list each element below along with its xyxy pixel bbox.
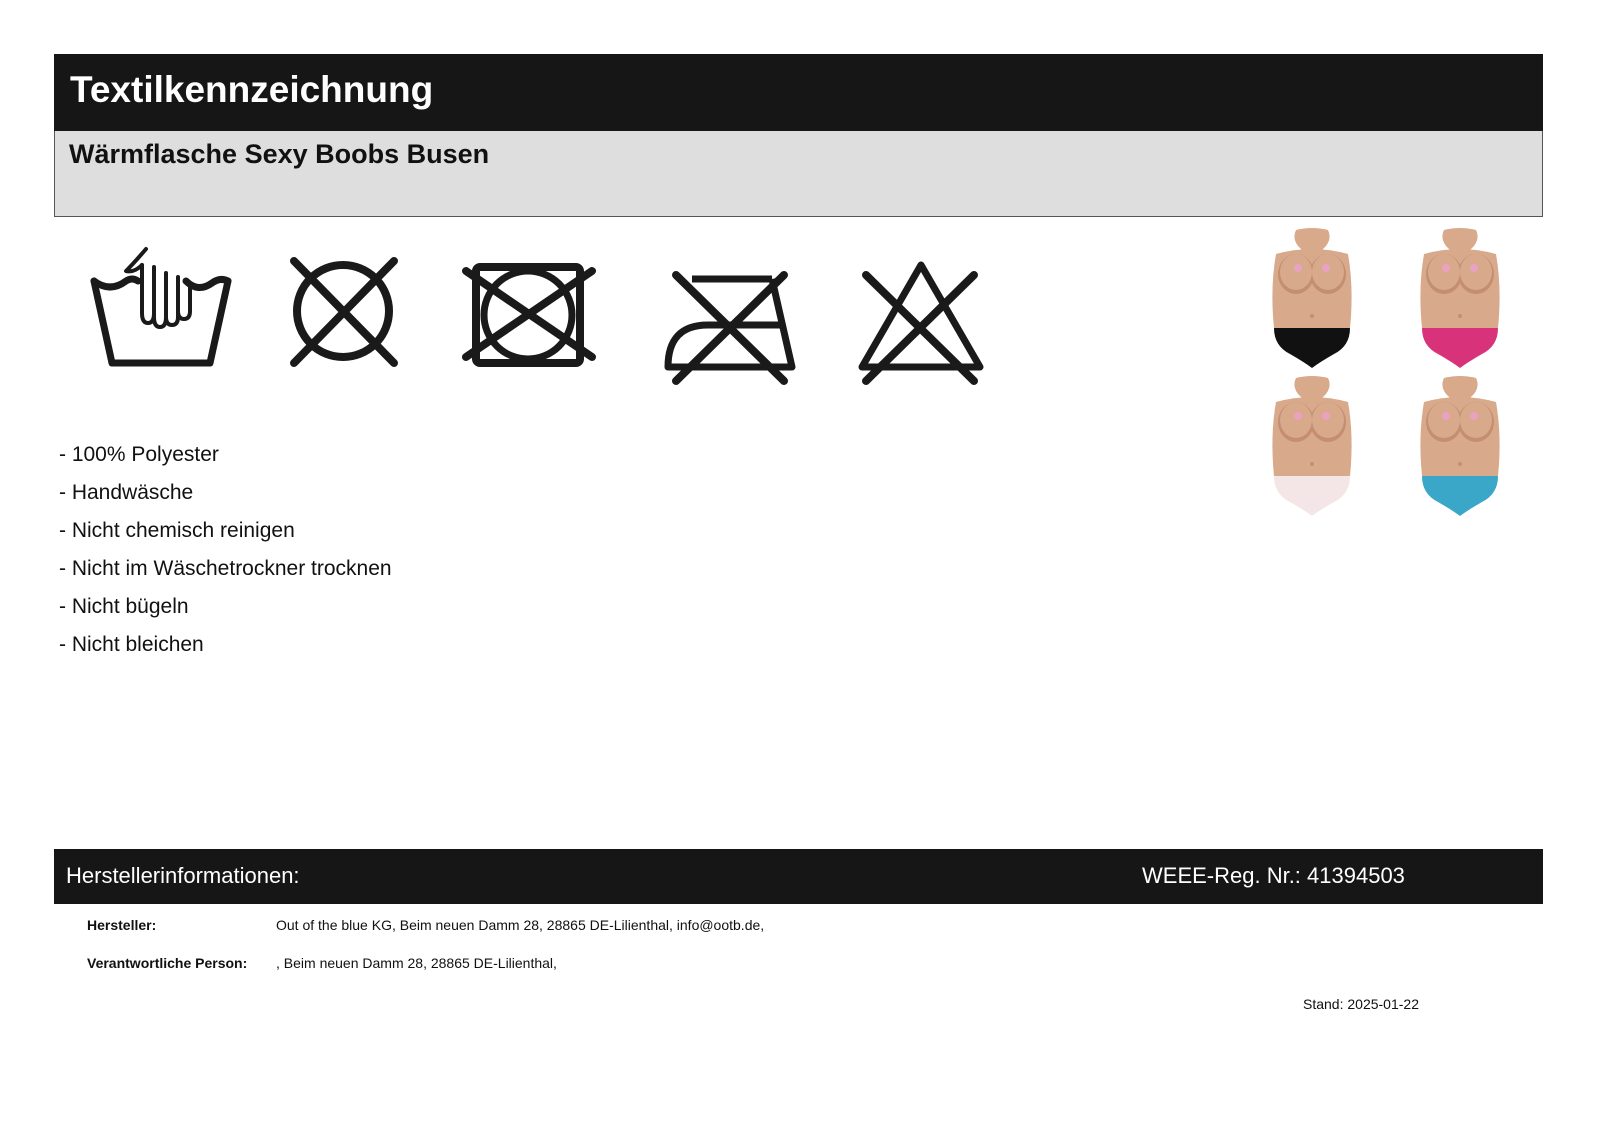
person-value-row bbox=[276, 955, 557, 971]
bottle-shape bbox=[1322, 412, 1330, 420]
bottle-shape bbox=[1274, 476, 1350, 516]
bottle-shape bbox=[1294, 376, 1329, 398]
bottle-shape bbox=[1422, 328, 1498, 368]
bottle-shape bbox=[1442, 376, 1477, 398]
list-item: - Nicht bügeln bbox=[59, 595, 189, 618]
no-bleach-icon bbox=[856, 245, 986, 390]
care-symbols bbox=[80, 245, 1010, 405]
feature-list bbox=[59, 436, 392, 664]
stand-date: Stand: 2025-01-22 bbox=[1303, 996, 1419, 1012]
hersteller-value-row bbox=[276, 917, 764, 933]
person-row bbox=[87, 955, 247, 971]
no-tumble-dry-icon bbox=[462, 245, 597, 370]
weee-number: WEEE-Reg. Nr.: 41394503 bbox=[1142, 863, 1405, 888]
person-value: , Beim neuen Damm 28, 28865 DE-Lilienthal, bbox=[276, 955, 557, 971]
bottle-shape bbox=[1470, 412, 1478, 420]
bottle-shape bbox=[1310, 462, 1314, 466]
list-item: - Nicht chemisch reinigen bbox=[59, 519, 295, 542]
bottle-shape bbox=[1458, 314, 1462, 318]
no-dry-clean-icon bbox=[286, 245, 401, 370]
list-item: - Nicht im Wäschetrockner trocknen bbox=[59, 557, 392, 580]
bottle-shape bbox=[1312, 402, 1344, 438]
bottle-shape bbox=[1422, 476, 1498, 516]
bottle-shape bbox=[1322, 264, 1330, 272]
hersteller-label: Hersteller: bbox=[87, 917, 157, 933]
list-item: - Nicht bleichen bbox=[59, 633, 204, 656]
product-image-blue bbox=[1410, 376, 1510, 526]
product-name: Wärmflasche Sexy Boobs Busen bbox=[69, 139, 490, 169]
bottle-shape bbox=[1442, 412, 1450, 420]
header-bar bbox=[54, 54, 1543, 131]
list-item: - 100% Polyester bbox=[59, 443, 219, 466]
bottle-shape bbox=[1294, 228, 1329, 250]
bottle-shape bbox=[1442, 228, 1477, 250]
bottle-shape bbox=[1428, 254, 1460, 290]
page-title: Textilkennzeichnung bbox=[70, 69, 434, 110]
bottle-shape bbox=[1442, 264, 1450, 272]
bottle-shape bbox=[1280, 254, 1312, 290]
bottle-shape bbox=[1460, 254, 1492, 290]
person-label: Verantwortliche Person: bbox=[87, 955, 248, 971]
no-ironing-icon bbox=[664, 245, 799, 390]
manufacturer-bar bbox=[54, 849, 1543, 904]
bottle-shape bbox=[1458, 462, 1462, 466]
product-images bbox=[1262, 228, 1542, 528]
bottle-shape bbox=[1428, 402, 1460, 438]
hersteller-row bbox=[87, 917, 156, 933]
bottle-shape bbox=[1274, 328, 1350, 368]
bottle-shape bbox=[1294, 264, 1302, 272]
list-item: - Handwäsche bbox=[59, 481, 194, 504]
bottle-shape bbox=[1280, 402, 1312, 438]
hersteller-value: Out of the blue KG, Beim neuen Damm 28, 28865 DE-Lilienthal, info@ootb.de, bbox=[276, 917, 765, 933]
bottle-shape bbox=[1310, 314, 1314, 318]
bottle-shape bbox=[1312, 254, 1344, 290]
product-image-white bbox=[1262, 376, 1362, 526]
manufacturer-title: Herstellerinformationen: bbox=[66, 863, 300, 888]
bottle-shape bbox=[1470, 264, 1478, 272]
bottle-shape bbox=[1460, 402, 1492, 438]
bottle-shape bbox=[1294, 412, 1302, 420]
product-title-box bbox=[54, 131, 1543, 217]
hand-wash-icon bbox=[90, 245, 235, 375]
product-image-black bbox=[1262, 228, 1362, 378]
product-image-pink bbox=[1410, 228, 1510, 378]
